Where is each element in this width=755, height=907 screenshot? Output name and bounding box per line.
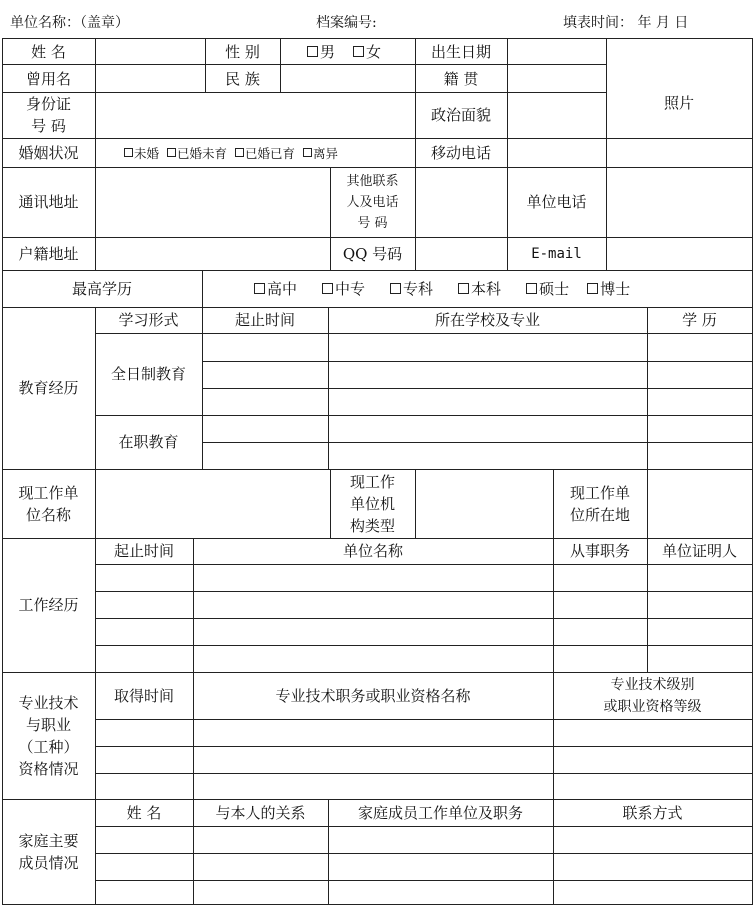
mobile-field[interactable] [508, 139, 752, 167]
col-degree: 学 历 [682, 311, 717, 329]
household-address-field[interactable] [96, 238, 330, 270]
gender-option-female[interactable]: 女 [353, 41, 381, 62]
education-option-doctor[interactable]: 博士 [587, 278, 630, 299]
label-education-history: 教育经历 [18, 379, 79, 397]
label-ethnicity: 民 族 [225, 69, 260, 88]
email-field[interactable] [607, 238, 752, 270]
label-email: E-mail [531, 245, 582, 262]
marital-options [124, 138, 346, 167]
education-option-master[interactable]: 硕士 [526, 278, 569, 299]
education-option-junior-college[interactable]: 专科 [390, 278, 433, 299]
col-study-period: 起止时间 [234, 311, 295, 329]
name-field[interactable] [96, 39, 205, 64]
education-option-technical[interactable]: 中专 [322, 278, 365, 299]
marital-option-divorced[interactable]: 离异 [303, 144, 338, 162]
label-family-members: 家庭主要 成员情况 [18, 832, 79, 872]
checkbox-icon[interactable] [322, 283, 333, 294]
col-family-work: 家庭成员工作单位及职务 [357, 803, 523, 822]
photo-area[interactable]: 照片 [663, 94, 694, 112]
col-family-contact: 联系方式 [622, 803, 683, 822]
col-work-unit-name: 单位名称 [342, 542, 403, 560]
label-former-name: 曾用名 [25, 69, 71, 88]
col-school-major: 所在学校及专业 [434, 311, 540, 329]
label-birth-date: 出生日期 [430, 42, 491, 61]
label-name: 姓 名 [31, 42, 66, 61]
checkbox-icon[interactable] [307, 46, 318, 57]
marital-option-married-with-child[interactable]: 已婚已育 [235, 144, 295, 162]
label-mobile: 移动电话 [430, 143, 491, 162]
checkbox-icon[interactable] [124, 148, 133, 157]
label-native-place: 籍 贯 [443, 69, 479, 88]
col-study-form: 学习形式 [118, 311, 179, 329]
label-unit-location: 现工作单 位所在地 [569, 483, 630, 524]
unit-phone-field[interactable] [607, 168, 752, 237]
checkbox-icon[interactable] [353, 46, 364, 57]
label-id-number: 身份证 号 码 [25, 95, 71, 135]
highest-education-options [254, 270, 630, 307]
fill-time-header: 填表时间： 年 月 日 [563, 15, 689, 31]
label-full-time-education: 全日制教育 [110, 365, 186, 383]
unit-name-header: 单位名称：（盖章） [10, 15, 129, 31]
gender-option-male[interactable]: 男 [307, 41, 335, 62]
political-status-field[interactable] [508, 93, 606, 138]
former-name-field[interactable] [96, 66, 205, 91]
label-qualifications: 专业技术 与职业 （工种） 资格情况 [18, 693, 79, 778]
col-qualification-level: 专业技术级别 或职业资格等级 [603, 676, 702, 715]
checkbox-icon[interactable] [235, 148, 244, 157]
col-work-reference: 单位证明人 [661, 542, 737, 560]
marital-option-married-no-child[interactable]: 已婚未育 [167, 144, 227, 162]
checkbox-icon[interactable] [390, 283, 401, 294]
qq-field[interactable] [416, 238, 507, 270]
col-family-name: 姓 名 [126, 803, 162, 822]
label-mailing-address: 通讯地址 [18, 193, 79, 211]
birth-date-field[interactable] [508, 39, 606, 64]
id-number-field[interactable] [96, 93, 415, 138]
label-unit-type: 现工作 单位机 构类型 [349, 472, 395, 535]
checkbox-icon[interactable] [526, 283, 537, 294]
label-current-unit-name: 现工作单 位名称 [18, 483, 79, 524]
gender-options [307, 38, 399, 65]
unit-type-field[interactable] [416, 470, 553, 538]
education-option-high-school[interactable]: 高中 [254, 278, 297, 299]
col-qualification-name: 专业技术职务或职业资格名称 [275, 686, 471, 705]
current-unit-name-field[interactable] [96, 470, 330, 538]
label-highest-education: 最高学历 [71, 279, 132, 298]
checkbox-icon[interactable] [167, 148, 176, 157]
label-household-address: 户籍地址 [18, 244, 79, 263]
ethnicity-field[interactable] [281, 66, 415, 91]
checkbox-icon[interactable] [587, 283, 598, 294]
label-gender: 性 别 [225, 42, 260, 61]
native-place-field[interactable] [508, 66, 606, 91]
education-option-bachelor[interactable]: 本科 [458, 278, 501, 299]
other-contact-field[interactable] [416, 168, 507, 237]
label-other-contact: 其他联系 人及电话 号 码 [346, 173, 399, 231]
mailing-address-field[interactable] [96, 168, 330, 237]
checkbox-icon[interactable] [254, 283, 265, 294]
col-work-period: 起止时间 [113, 542, 174, 560]
label-work-history: 工作经历 [18, 596, 79, 614]
col-family-relation: 与本人的关系 [215, 803, 306, 822]
label-in-service-education: 在职教育 [118, 433, 179, 451]
col-work-position: 从事职务 [569, 542, 630, 560]
label-qq: QQ 号码 [342, 244, 403, 263]
unit-location-field[interactable] [648, 470, 752, 538]
marital-option-unmarried[interactable]: 未婚 [124, 144, 159, 162]
col-qualification-date: 取得时间 [113, 686, 174, 705]
label-unit-phone: 单位电话 [526, 193, 587, 211]
file-number-header: 档案编号: [316, 15, 377, 31]
label-political-status: 政治面貌 [430, 106, 491, 124]
checkbox-icon[interactable] [303, 148, 312, 157]
checkbox-icon[interactable] [458, 283, 469, 294]
label-marital-status: 婚姻状况 [18, 143, 79, 162]
